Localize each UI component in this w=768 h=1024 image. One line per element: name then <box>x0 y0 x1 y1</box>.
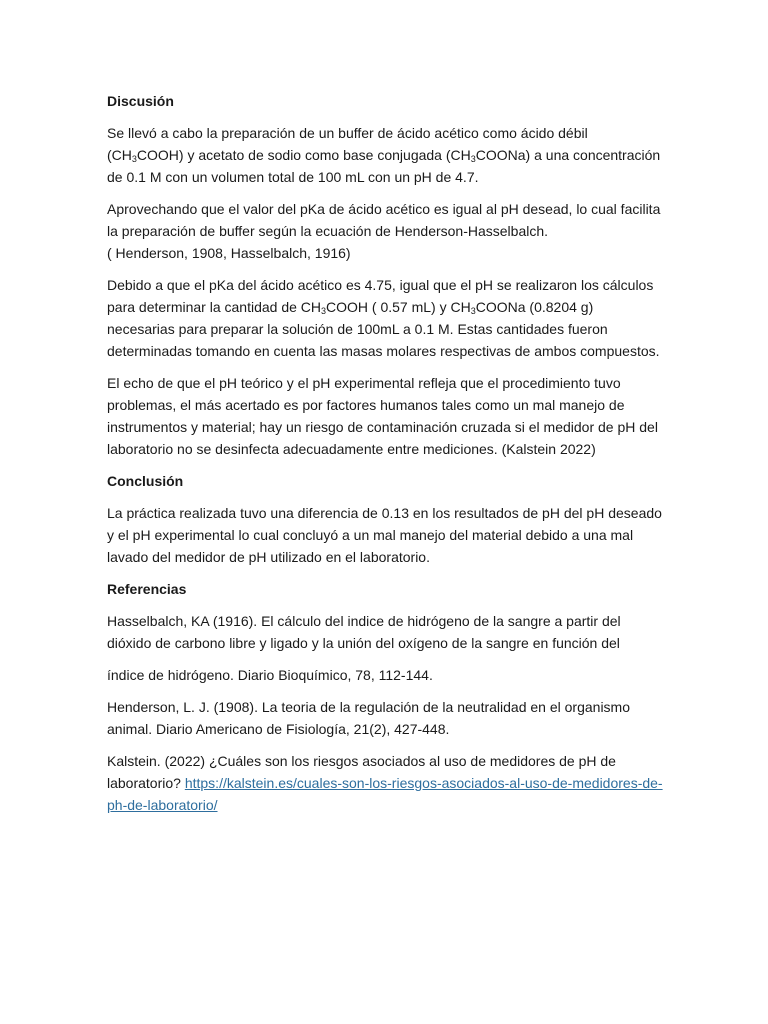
discussion-paragraph-4: El echo de que el pH teórico y el pH experimental refleja que el procedimiento tuvo problemas, el más acertado es por factores humanos tales como un mal manejo de instrumentos y material; hay un riesgo de contaminación cruzada si el medidor de pH del laboratorio no se desinfecta adecuadamente entre mediciones. (Kalstein 2022) <box>107 375 658 457</box>
subscript-3: 3 <box>470 154 476 164</box>
discussion-paragraph-1 <box>107 122 663 188</box>
subscript-3: 3 <box>470 306 476 316</box>
reference-henderson: Henderson, L. J. (1908). La teoria de la regulación de la neutralidad en el organismo animal. Diario Americano de Fisiología, 21(2), 427-448. <box>107 699 630 737</box>
reference-hasselbalch-part-2: índice de hidrógeno. Diario Bioquímico, 78, 112-144. <box>107 667 433 683</box>
document-page <box>107 90 663 826</box>
reference-hasselbalch-part-1: Hasselbalch, KA (1916). El cálculo del indice de hidrógeno de la sangre a partir del dióxido de carbono libre y ligado y la unión del oxígeno de la sangre en función del <box>107 613 621 651</box>
subscript-3: 3 <box>131 154 137 164</box>
references-heading: Referencias <box>107 581 187 597</box>
discussion-p1-text-a: Se llevó a cabo la preparación de un buffer de ácido acético como ácido débil (CH <box>107 125 588 163</box>
reference-kalstein-text: Kalstein. (2022) ¿Cuáles son los riesgos asociados al uso de medidores de pH de laboratorio? <box>107 753 616 791</box>
discussion-p1-text-c: COONa) a una concentración de 0.1 M con un volumen total de 100 mL con un pH de 4.7. <box>107 147 661 185</box>
discussion-p3-text-b: COOH ( 0.57 mL) y CH <box>326 299 471 315</box>
conclusion-paragraph: La práctica realizada tuvo una diferencia de 0.13 en los resultados de pH del pH deseado y el pH experimental lo cual concluyó a un mal manejo del material debido a una mal lavado del medidor de pH utilizado en el laboratorio. <box>107 505 662 565</box>
conclusion-heading: Conclusión <box>107 473 184 489</box>
reference-kalstein <box>107 750 663 816</box>
discussion-p2-text-a: Aprovechando que el valor del pKa de ácido acético es igual al pH desead, lo cual facilita la preparación de buffer según la ecuación de Henderson-Hasselbalch. <box>107 201 661 239</box>
kalstein-link[interactable]: https://kalstein.es/cuales-son-los-riesgos-asociados-al-uso-de-medidores-de-ph-de-laboratorio/ <box>107 775 663 813</box>
discussion-p1-text-b: COOH) y acetato de sodio como base conjugada (CH <box>136 147 471 163</box>
discussion-p3-text-c: COONa (0.8204 g) necesarias para preparar la solución de 100mL a 0.1 M. Estas cantidades fueron determinadas tomando en cuenta las masas molares respectivas de ambos compuestos. <box>107 299 660 359</box>
discussion-p3-text-a: Debido a que el pKa del ácido acético es 4.75, igual que el pH se realizaron los cálculos para determinar la cantidad de CH <box>107 277 654 315</box>
discussion-heading: Discusión <box>107 93 174 109</box>
discussion-p2-citation: ( Henderson, 1908, Hasselbalch, 1916) <box>107 245 351 261</box>
subscript-3: 3 <box>321 306 327 316</box>
discussion-paragraph-2 <box>107 198 663 264</box>
discussion-paragraph-3 <box>107 274 663 362</box>
